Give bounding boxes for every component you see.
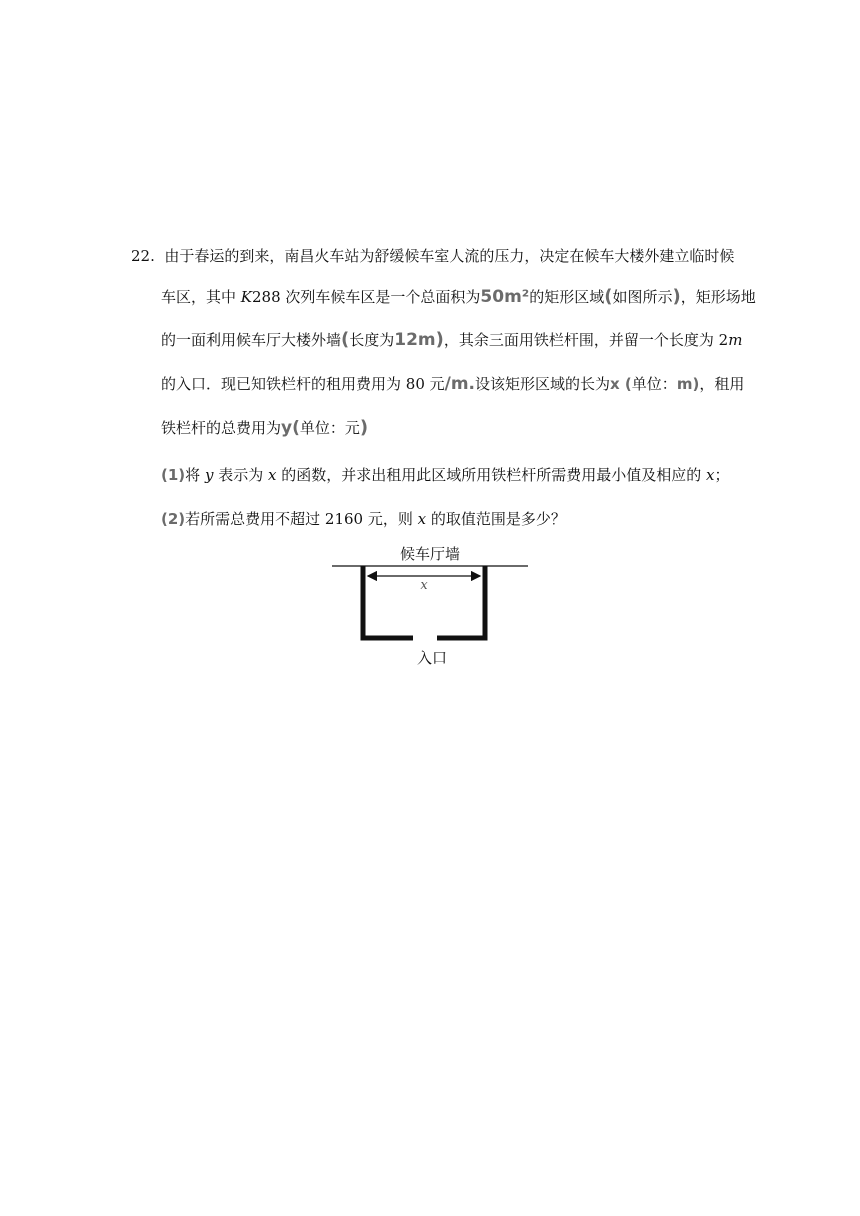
text-segment: 如图所示 bbox=[612, 288, 673, 306]
fence-right bbox=[437, 566, 485, 638]
text-segment: 铁栏杆的总费用为 bbox=[161, 419, 282, 437]
problem-line-3 bbox=[161, 330, 742, 350]
text-segment: 的入口．现已知铁栏杆的租用费用为 80 元 bbox=[161, 375, 445, 393]
var-x-ocr: x ( bbox=[610, 375, 632, 393]
text-segment: 的一面利用候车厅大楼外墙 bbox=[161, 331, 342, 349]
text-segment: ，租用 bbox=[699, 375, 745, 393]
text-segment: 表示为 bbox=[213, 466, 268, 484]
text-segment: 的函数，并求出租用此区域所用铁栏杆所需费用最小值及相应的 bbox=[276, 466, 706, 484]
text-segment: 288 次列车候车区是一个总面积为 bbox=[252, 288, 481, 306]
wall-length-value: 12m bbox=[394, 330, 436, 350]
text-segment: 的取值范围是多少？ bbox=[426, 510, 566, 528]
problem-number: 22. bbox=[131, 247, 155, 265]
part-1 bbox=[161, 465, 729, 485]
problem-line-5 bbox=[161, 418, 368, 438]
entrance-label: 入口 bbox=[416, 649, 447, 667]
wall-label: 候车厅墙 bbox=[399, 545, 460, 563]
fence-left bbox=[363, 566, 413, 638]
var-k: K bbox=[240, 288, 253, 306]
price-unit: /m. bbox=[444, 374, 476, 394]
var-y-ocr: y( bbox=[281, 418, 300, 438]
part-1-label: (1) bbox=[161, 466, 186, 484]
var-x: x bbox=[705, 466, 715, 484]
part-2 bbox=[161, 509, 566, 529]
var-x: x bbox=[417, 510, 427, 528]
paren-close: ) bbox=[359, 417, 369, 438]
text-segment: ，其余三面用铁栏杆围，并留一个长度为 2 bbox=[443, 331, 729, 349]
text-segment: 车区，其中 bbox=[161, 288, 237, 306]
text-segment: 若所需总费用不超过 2160 元，则 bbox=[185, 510, 418, 528]
text-segment: 的矩形区域 bbox=[529, 288, 605, 306]
text-segment: 单位： bbox=[631, 375, 677, 393]
unit-m: m bbox=[728, 331, 743, 349]
var-y: y bbox=[204, 466, 214, 484]
var-x: x bbox=[267, 466, 277, 484]
area-value: 50m² bbox=[480, 287, 530, 307]
problem-line-4 bbox=[161, 374, 744, 394]
text-segment: 长度为 bbox=[349, 331, 395, 349]
text-segment: ； bbox=[714, 466, 730, 484]
problem-line-2 bbox=[161, 287, 756, 307]
problem-text-1: 由于春运的到来，南昌火车站为舒缓候车室人流的压力，决定在候车大楼外建立临时候 bbox=[164, 247, 735, 265]
part-2-label: (2) bbox=[161, 510, 186, 528]
length-label: x bbox=[420, 578, 428, 593]
unit-m-ocr: m) bbox=[676, 375, 700, 393]
text-segment: ，矩形场地 bbox=[680, 288, 756, 306]
waiting-area-figure bbox=[330, 541, 530, 671]
text-segment: 设该矩形区域的长为 bbox=[475, 375, 611, 393]
paren-open: ( bbox=[341, 329, 350, 350]
problem-line-1 bbox=[131, 246, 734, 266]
paren-close: ) bbox=[435, 329, 444, 350]
paren-open: ( bbox=[604, 286, 613, 307]
paren-close: ) bbox=[672, 286, 681, 307]
text-segment: 单位：元 bbox=[299, 419, 360, 437]
text-segment: 将 bbox=[185, 466, 205, 484]
